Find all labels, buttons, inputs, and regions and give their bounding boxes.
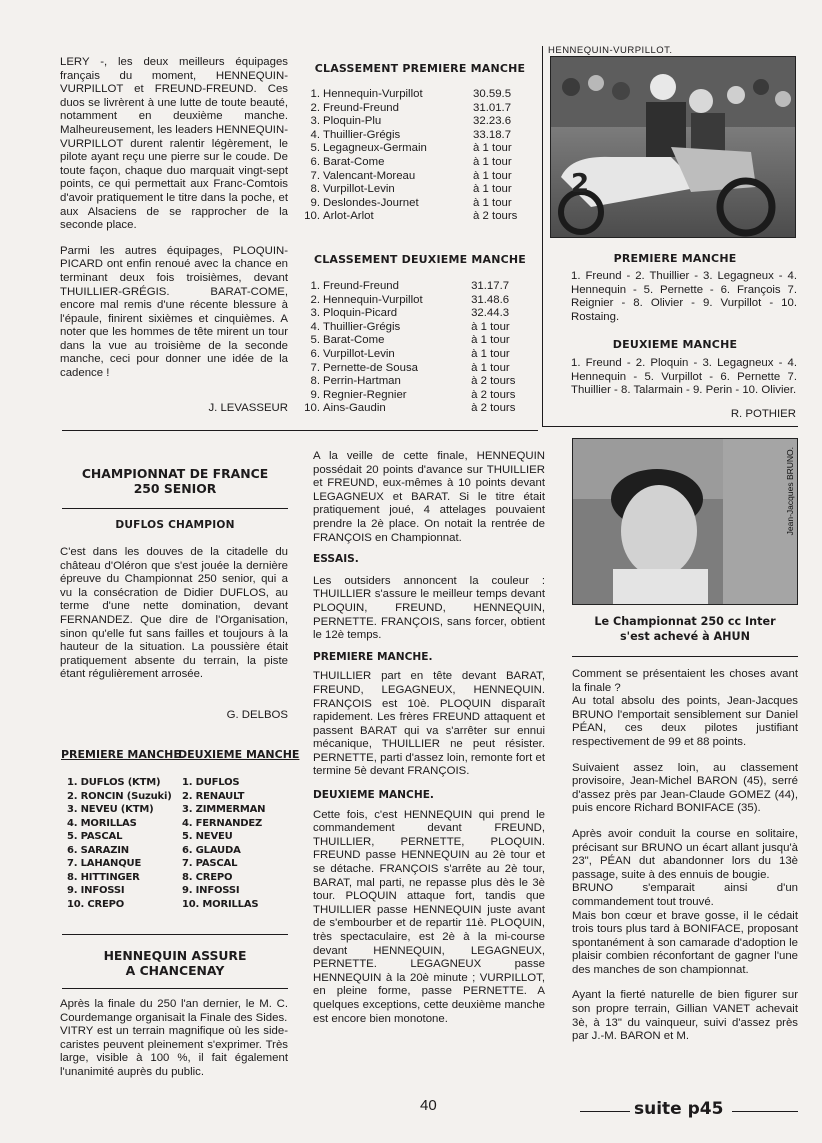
- classement-time: 33.18.7: [473, 128, 512, 141]
- result-item: 3. ZIMMERMAN: [182, 804, 266, 815]
- classement-row: [302, 183, 537, 197]
- deuxieme-manche-paragraph: Cette fois, c'est HENNEQUIN qui prend le commandement devant FREUND, THUILLIER, PERNETTE, PLOQUIN. FREUND passe HENNEQUIN au 2è tour et se détache. FRANÇOIS s'arrête au 2è tour, BARAT, mal parti, ne repasse plus dès le 3è tour. PLOQUIN attaque fort, tandis que THUILLIER passe HENNEQUIN juste avant de s'embourber et de repartir 11è. PLOQUIN, très spectaculaire, est 2è à la mi-course devant HENNEQUIN, LEGAGNEUX, PERNETTE. LEGAGNEUX passe HENNEQUIN à la 20è minute ; VURPILLOT, en pleine forme, passe PERNETTE. A quelques exceptions, cette deuxième manche est encore bien monotone.: [313, 808, 545, 1025]
- classement-row: [302, 129, 537, 143]
- ahun-paragraph-5: BRUNO s'emparait ainsi d'un commandement tout trouvé.: [572, 882, 798, 908]
- champ250-title-line2: 250 SENIOR: [133, 481, 217, 496]
- section-divider: [62, 430, 538, 431]
- ahun-rule: [572, 656, 798, 657]
- result-item: 8. CREPO: [182, 871, 233, 883]
- champ250-col1-list: [67, 776, 172, 911]
- column-divider: [542, 46, 543, 426]
- classement-rank: 5.: [310, 334, 320, 347]
- classement-time: à 1 tour: [473, 142, 512, 155]
- classement-row: [302, 142, 537, 156]
- classement-time: à 2 tours: [471, 402, 516, 415]
- classement-team: Legagneux-Germain: [323, 142, 427, 155]
- classement-team: Barat-Come: [323, 334, 385, 347]
- page-number: 40: [420, 1097, 437, 1114]
- classement-rank: 6.: [310, 155, 320, 168]
- classement-time: 32.44.3: [471, 307, 510, 320]
- hennequin-text: [60, 998, 288, 1080]
- classement-row: [302, 197, 537, 211]
- classement-team: Thuillier-Grégis: [323, 128, 401, 141]
- ahun-paragraph-1: Comment se présentaient les choses avant la finale ?: [572, 668, 798, 694]
- classement-rank: 4.: [310, 320, 320, 333]
- result-item: 7. LAHANQUE: [67, 858, 142, 869]
- classement-team: Arlot-Arlot: [323, 210, 374, 223]
- classement-row: [302, 402, 537, 416]
- classement-rank: 9.: [310, 196, 320, 209]
- classement-team: Ploquin-Plu: [323, 115, 382, 128]
- classement-2-table: [302, 280, 537, 416]
- champ250-signature: G. DELBOS: [226, 709, 288, 721]
- essais-paragraph: Les outsiders annoncent la couleur : THUILLIER s'assure le meilleur temps devant PLOQUIN, FREUND, HENNEQUIN, PERNETTE. FRANÇOIS, sans forcer, obtient le 12è temps.: [313, 574, 545, 642]
- classement-rank: 3.: [310, 115, 320, 128]
- classement-team: Hennequin-Vurpillot: [323, 88, 423, 100]
- classement-row: [302, 307, 537, 321]
- photo-credit: Jean-Jacques BRUNO.: [785, 447, 795, 536]
- classement-rank: 1.: [310, 88, 320, 100]
- photo-caption-top: HENNEQUIN-VURPILLOT.: [548, 45, 673, 56]
- right-m2-title: DEUXIEME MANCHE: [612, 338, 738, 351]
- classement-row: [302, 321, 537, 335]
- classement-time: 31.48.6: [471, 293, 510, 306]
- result-item: 9. INFOSSI: [182, 885, 240, 896]
- classement-time: à 1 tour: [473, 196, 512, 209]
- result-item: 9. INFOSSI: [67, 885, 125, 896]
- classement-row: [302, 294, 537, 308]
- classement-team: Vurpillot-Levin: [323, 183, 395, 196]
- classement-rank: 5.: [310, 142, 320, 155]
- ahun-paragraph-6: Mais bon cœur et brave gosse, il le cédait trois tours plus tard à BONIFACE, proposant spontanément à son camarade d'adoption le plaisir combien réconfortant de gagner l'une des manches de son championnat.: [572, 909, 798, 976]
- classement-time: à 1 tour: [471, 334, 510, 347]
- premiere-manche-heading: PREMIERE MANCHE.: [313, 650, 433, 663]
- classement-row: [302, 334, 537, 348]
- classement-time: à 1 tour: [471, 320, 510, 333]
- ahun-paragraph-2: Au total absolu des points, Jean-Jacques BRUNO l'emportait sensiblement sur Daniel PÉAN, ces deux pilotes justifiant respectivement de 99 et 88 points.: [572, 695, 798, 748]
- sidecar-number: 2: [571, 169, 590, 199]
- champ250-title-line1: CHAMPIONNAT DE FRANCE: [81, 466, 269, 481]
- classement-team: Regnier-Regnier: [323, 388, 407, 401]
- right-m1-text: 1. Freund - 2. Thuillier - 3. Legagneux - 4. Hennequin - 5. Pernette - 6. François 7. Reignier - 8. Olivier - 9. Vurpillot - 10. Rostaing.: [571, 270, 797, 323]
- classement-rank: 8.: [310, 183, 320, 196]
- classement-time: à 1 tour: [471, 361, 510, 374]
- result-item: 8. HITTINGER: [67, 871, 140, 883]
- classement-rank: 2.: [310, 293, 320, 306]
- suite-rule-left: [580, 1111, 630, 1112]
- result-item: 10. MORILLAS: [182, 898, 259, 910]
- classement-rank: 3.: [310, 307, 320, 320]
- result-item: 6. SARAZIN: [67, 844, 129, 856]
- classement-time: 32.23.6: [473, 115, 512, 128]
- result-item: 2. RENAULT: [182, 790, 245, 802]
- hennequin-paragraph-2: VITRY est un terrain magnifique où les side-caristes peuvent pleinement s'exprimer. Très large, visible à 100 %, il fait également l'unanimité auprès du public.: [60, 1025, 288, 1078]
- champ250-subtitle: DUFLOS CHAMPION: [115, 519, 235, 531]
- result-item: 7. PASCAL: [182, 858, 238, 869]
- classement-time: à 1 tour: [473, 155, 512, 168]
- hennequin-title: [60, 948, 290, 978]
- ahun-paragraph-7: Ayant la fierté naturelle de bien figurer sur son propre terrain, Gillian VANET achevait 3è, à 13" du vainqueur, suivi d'assez près par J.-M. BARON et M.: [572, 989, 798, 1043]
- classement-time: 31.01.7: [473, 101, 512, 114]
- champ250-col1-title: PREMIERE MANCHE: [61, 748, 181, 761]
- classement-team: Ains-Gaudin: [323, 402, 386, 415]
- classement-team: Perrin-Hartman: [323, 375, 401, 388]
- ahun-caption-line2: s'est achevé à AHUN: [620, 630, 750, 643]
- classement-time: à 2 tours: [471, 388, 516, 401]
- champ250-title: [60, 466, 290, 496]
- classement-rank: 10.: [304, 210, 320, 223]
- classement-team: Thuillier-Grégis: [323, 320, 401, 333]
- middle-paragraph-1: A la veille de cette finale, HENNEQUIN possédait 20 points d'avance sur THUILLIER et FREUND, eux-mêmes à 10 points devant LEGAGNEUX et BARAT. Si le titre était pratiquement joué, 4 attelages pouvaient prendre la 2è place. On notait la rentrée de FRANÇOIS en Championnat.: [313, 450, 545, 544]
- classement-team: Deslondes-Journet: [323, 196, 419, 209]
- intro-paragraph-1: LERY -, les deux meilleurs équipages français du moment, HENNEQUIN-VURPILLOT et FREUND-FREUND. Ces duos se livrèrent à une lutte de toute beauté, notamment en deuxième manche. Malheureusement, les leaders HENNEQUIN-VURPILLOT durent ralentir légèrement, le pilote ayant reçu une pierre sur le coude. De toute façon, chaque duo marquait vingt-sept points, ce qui permettait aux Franc-Comtois d'avoir pratiquement le titre dans la poche, et aux Alsaciens de se rapprocher de la seconde place.: [60, 56, 288, 232]
- portrait-photo-image: [573, 439, 797, 604]
- result-item: 6. GLAUDA: [182, 844, 241, 856]
- classement-rank: 4.: [310, 128, 320, 141]
- classement-1-title: CLASSEMENT PREMIERE MANCHE: [314, 62, 526, 75]
- portrait-photo: [572, 438, 798, 605]
- intro-paragraph-2: Parmi les autres équipages, PLOQUIN-PICARD ont enfin renoué avec la chance en terminant deux fois troisièmes, devant THUILLIER-GRÉGIS. BARAT-COME, encore mal remis d'une récente blessure à l'épaule, finirent sixièmes et cinquièmes. A noter que les hommes de tête mirent un tour dans la vue au troisième de la seconde manche, ceci pour donner une idée de la cadence !: [60, 244, 288, 380]
- suite-rule-right: [732, 1111, 798, 1112]
- classement-team: Valencant-Moreau: [323, 169, 416, 182]
- ahun-text: [572, 668, 798, 1044]
- classement-rank: 2.: [310, 101, 320, 114]
- sidecar-photo: [550, 56, 796, 238]
- result-item: 3. NEVEU (KTM): [67, 804, 154, 815]
- hennequin-paragraph-1: Après la finale du 250 l'an dernier, le M. C. Courdemange organisait la Finale des Sides.: [60, 998, 288, 1024]
- classement-team: Freund-Freund: [323, 101, 399, 114]
- classement-team: Hennequin-Vurpillot: [323, 293, 423, 306]
- classement-row: [302, 210, 537, 224]
- classement-team: Pernette-de Sousa: [323, 361, 418, 374]
- sidecar-photo-image: [551, 57, 795, 237]
- classement-row: [302, 88, 537, 102]
- result-item: 4. FERNANDEZ: [182, 817, 263, 829]
- classement-rank: 10.: [304, 402, 320, 415]
- champ250-col2-list: [182, 776, 265, 911]
- ahun-paragraph-4: Après avoir conduit la course en solitaire, précisant sur BRUNO un écart allant jusqu'à 23", PÉAN dut abandonner lors du 13è passage, suite à des ennuis de bougie.: [572, 827, 798, 881]
- classement-rank: 1.: [310, 280, 320, 292]
- hennequin-title-line1: HENNEQUIN ASSURE: [103, 948, 247, 963]
- classement-row: [302, 389, 537, 403]
- classement-time: à 2 tours: [473, 210, 518, 223]
- classement-row: [302, 348, 537, 362]
- classement-row: [302, 170, 537, 184]
- classement-time: à 1 tour: [473, 183, 512, 196]
- classement-time: 31.17.7: [471, 280, 510, 292]
- result-item: 5. PASCAL: [67, 831, 123, 842]
- result-item: 1. DUFLOS (KTM): [67, 777, 161, 788]
- classement-row: [302, 102, 537, 116]
- result-item: 10. CREPO: [67, 898, 125, 910]
- classement-rank: 7.: [310, 361, 320, 374]
- hennequin-rule: [62, 988, 288, 989]
- champ250-text: C'est dans les douves de la citadelle du château d'Oléron que s'est jouée la dernière épreuve du Championnat 250 senior, qui a vu la consécration de Didier DUFLOS, au terme d'une nette domination, devant FERNANDEZ. Que dire de l'Organisation, sinon qu'elle fut sans failles et toujours à la hauteur de la situation. La poussière était pratiquement absente du terrain, la piste étant régulièrement arrosée.: [60, 546, 288, 681]
- classement-row: [302, 156, 537, 170]
- classement-row: [302, 375, 537, 389]
- intro-signature: J. LEVASSEUR: [208, 402, 288, 414]
- right-signature: R. POTHIER: [730, 408, 796, 420]
- deuxieme-manche-heading: DEUXIEME MANCHE.: [313, 789, 434, 802]
- classement-row: [302, 362, 537, 376]
- right-box-bottom-rule: [542, 426, 798, 427]
- result-item: 5. NEVEU: [182, 831, 233, 842]
- classement-team: Freund-Freund: [323, 280, 399, 292]
- result-item: 1. DUFLOS: [182, 777, 240, 788]
- champ250-col2-title: DEUXIEME MANCHE: [178, 748, 300, 761]
- right-m1-title: PREMIERE MANCHE: [613, 252, 737, 265]
- result-item: 2. RONCIN (Suzuki): [67, 790, 172, 802]
- middle-text: [313, 450, 545, 1038]
- classement-rank: 7.: [310, 169, 320, 182]
- classement-rank: 6.: [310, 347, 320, 360]
- classement-1-table: [302, 88, 537, 224]
- champ250-rule: [62, 508, 288, 509]
- hennequin-title-line2: A CHANCENAY: [125, 963, 225, 978]
- ahun-caption-line1: Le Championnat 250 cc Inter: [594, 615, 776, 628]
- suite-link[interactable]: suite p45: [634, 1099, 724, 1119]
- classement-rank: 8.: [310, 375, 320, 388]
- ahun-caption: [572, 614, 798, 644]
- result-item: 4. MORILLAS: [67, 817, 137, 829]
- classement-row: [302, 115, 537, 129]
- classement-team: Vurpillot-Levin: [323, 347, 395, 360]
- classement-team: Barat-Come: [323, 155, 385, 168]
- hennequin-top-rule: [62, 934, 288, 935]
- classement-rank: 9.: [310, 388, 320, 401]
- essais-heading: ESSAIS.: [313, 553, 359, 566]
- classement-time: à 1 tour: [473, 169, 512, 182]
- classement-2-title: CLASSEMENT DEUXIEME MANCHE: [313, 253, 527, 266]
- classement-team: Ploquin-Picard: [323, 307, 398, 320]
- premiere-manche-paragraph: THUILLIER part en tête devant BARAT, FREUND, LEGAGNEUX, HENNEQUIN. FRANÇOIS est 10è. PLOQUIN disparaît rapidement. Les frères FREUND attaquent et passent BARAT qui va s'arrêter sur ennui mécanique, THUILLIER ne peut résister. PERNETTE, parti d'assez loin, remonte fort et termine 5è devant FRANÇOIS.: [313, 670, 545, 778]
- classement-time: 30.59.5: [473, 88, 512, 100]
- classement-row: [302, 280, 537, 294]
- ahun-paragraph-3: Suivaient assez loin, au classement provisoire, Jean-Michel BARON (45), serré d'assez près par Jean-Claude GOMEZ (44), puis encore Richard BONIFACE (35).: [572, 761, 798, 815]
- classement-time: à 1 tour: [471, 347, 510, 360]
- classement-time: à 2 tours: [471, 375, 516, 388]
- right-m2-text: 1. Freund - 2. Ploquin - 3. Legagneux - 4. Hennequin - 5. Vurpillot - 6. Pernette 7. Thuillier - 8. Talarmain - 9. Perin - 10. Olivier.: [571, 357, 797, 397]
- intro-text: [60, 56, 288, 387]
